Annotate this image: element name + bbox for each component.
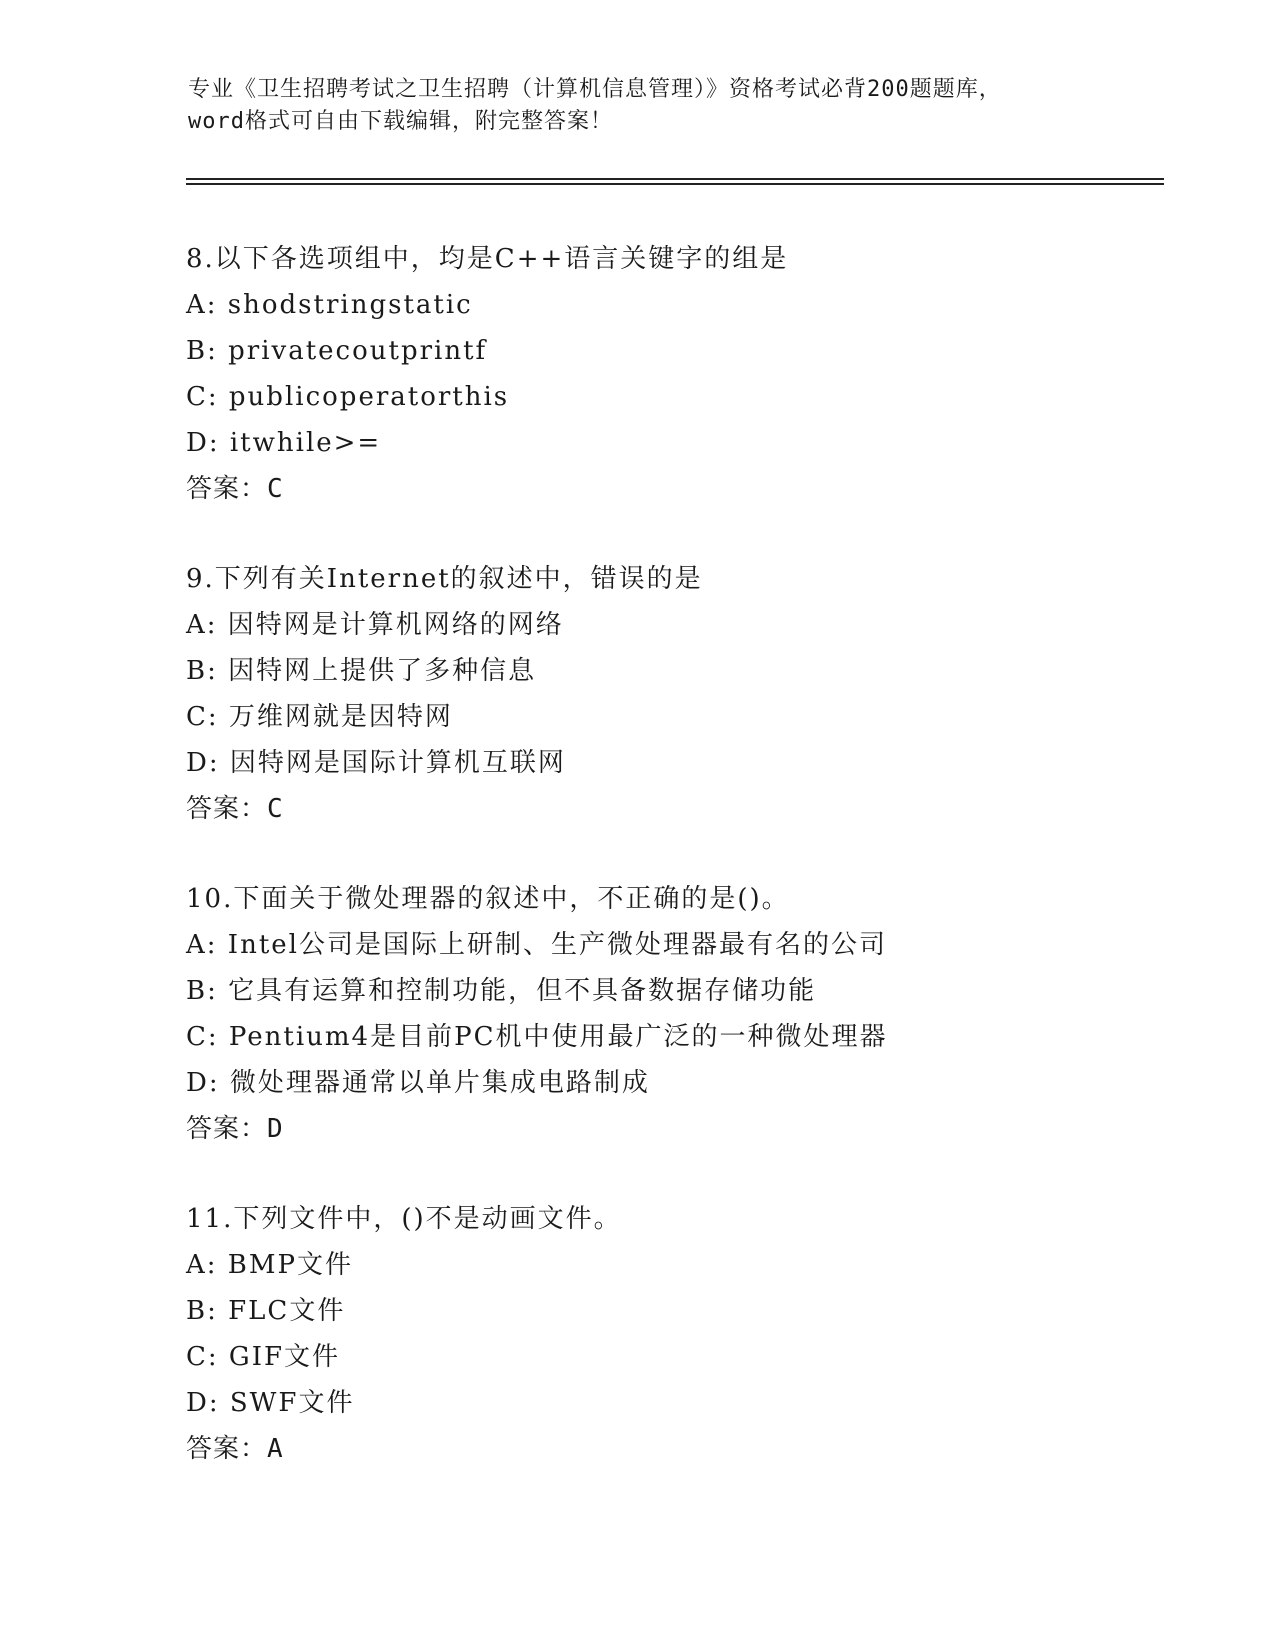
option-b: B: 它具有运算和控制功能，但不具备数据存储功能 [186, 976, 817, 1006]
question-stem: 9.下列有关Internet的叙述中，错误的是 [186, 564, 703, 594]
question-list [186, 236, 1186, 1516]
header-line-1: 专业《卫生招聘考试之卫生招聘（计算机信息管理）》资格考试必背200题题库， [188, 77, 1002, 102]
header-divider-bottom [186, 183, 1164, 185]
question-stem: 11.下列文件中，()不是动画文件。 [186, 1204, 622, 1234]
option-c: C: publicoperatorthis [186, 382, 510, 412]
option-b: B: FLC文件 [186, 1296, 346, 1326]
question-10 [186, 876, 1186, 1196]
option-d: D: 因特网是国际计算机互联网 [186, 748, 566, 778]
question-stem: 8.以下各选项组中，均是C++语言关键字的组是 [186, 244, 789, 274]
option-b: B: 因特网上提供了多种信息 [186, 656, 537, 686]
option-d: D: 微处理器通常以单片集成电路制成 [186, 1068, 650, 1098]
answer-line: 答案：D [186, 1114, 284, 1144]
answer-line: 答案：C [186, 794, 284, 824]
option-a: A: shodstringstatic [186, 290, 473, 320]
answer-line: 答案：A [186, 1434, 284, 1464]
option-c: C: 万维网就是因特网 [186, 702, 453, 732]
option-d: D: itwhile>= [186, 428, 382, 458]
option-a: A: Intel公司是国际上研制、生产微处理器最有名的公司 [186, 930, 887, 960]
answer-line: 答案：C [186, 474, 284, 504]
option-d: D: SWF文件 [186, 1388, 355, 1418]
question-11 [186, 1196, 1186, 1516]
header-line-2: word格式可自由下载编辑，附完整答案！ [188, 109, 613, 134]
question-9 [186, 556, 1186, 876]
option-a: A: 因特网是计算机网络的网络 [186, 610, 564, 640]
option-b: B: privatecoutprintf [186, 336, 488, 366]
option-a: A: BMP文件 [186, 1250, 354, 1280]
question-stem: 10.下面关于微处理器的叙述中，不正确的是()。 [186, 884, 790, 914]
option-c: C: Pentium4是目前PC机中使用最广泛的一种微处理器 [186, 1022, 888, 1052]
header-divider-top [186, 178, 1164, 180]
document-header [188, 74, 1088, 138]
question-8 [186, 236, 1186, 556]
option-c: C: GIF文件 [186, 1342, 340, 1372]
